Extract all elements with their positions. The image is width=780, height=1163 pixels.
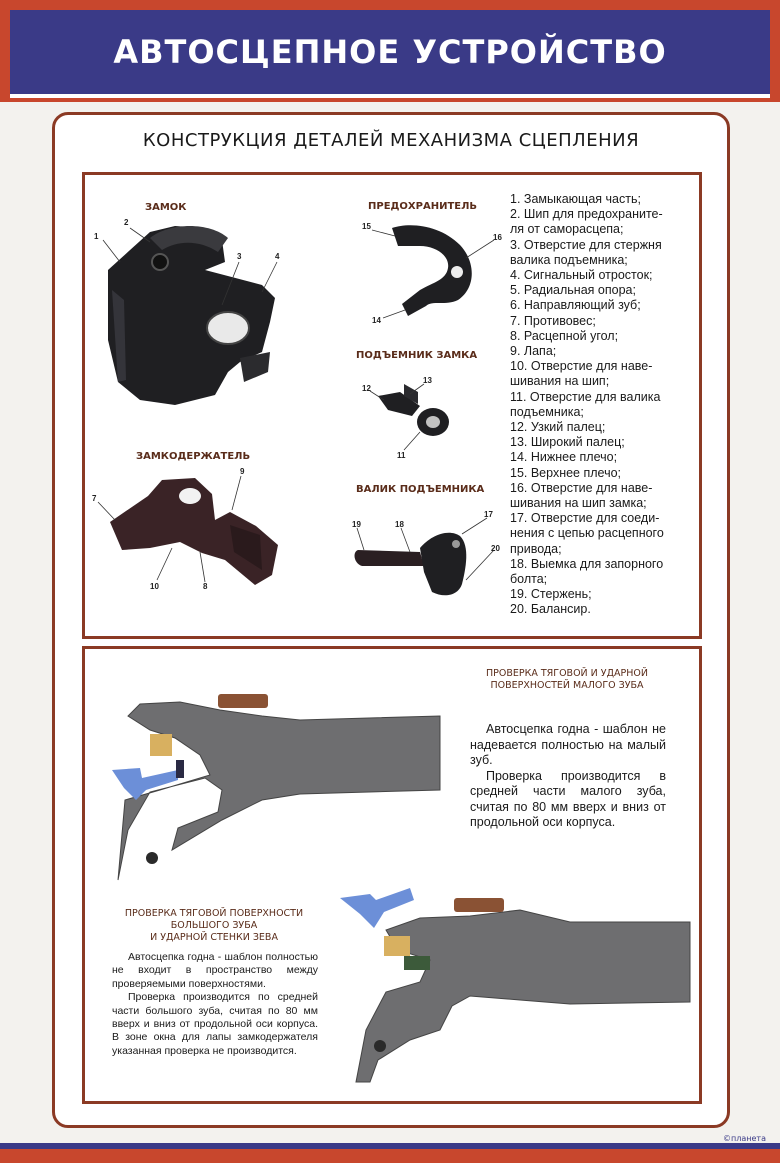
- legend-item: 13. Широкий палец;: [510, 435, 625, 450]
- callout-8: 8: [203, 582, 208, 591]
- section-subtitle: КОНСТРУКЦИЯ ДЕТАЛЕЙ МЕХАНИЗМА СЦЕПЛЕНИЯ: [142, 130, 640, 151]
- large-tooth-text: [112, 951, 318, 1058]
- callout-4: 4: [275, 252, 280, 261]
- bottom-band: [0, 1143, 780, 1163]
- legend-item: 9. Лапа;: [510, 344, 557, 359]
- callout-20: 20: [491, 544, 500, 553]
- large-tooth-heading-line: БОЛЬШОГО ЗУБА: [170, 920, 258, 931]
- callout-15: 15: [362, 222, 371, 231]
- callout-12: 12: [362, 384, 371, 393]
- callout-3: 3: [237, 252, 242, 261]
- small-tooth-text: [470, 722, 666, 831]
- small-tooth-heading: [472, 668, 662, 692]
- label-lock: ЗАМОК: [145, 202, 187, 213]
- legend-item: 1. Замыкающая часть;: [510, 192, 641, 206]
- callout-17: 17: [484, 510, 493, 519]
- small-tooth-coupler: [112, 694, 440, 880]
- small-tooth-heading-line: ПРОВЕРКА ТЯГОВОЙ И УДАРНОЙ: [486, 668, 648, 679]
- legend-item: 15. Верхнее плечо;: [510, 465, 622, 480]
- label-fuse: ПРЕДОХРАНИТЕЛЬ: [368, 201, 478, 212]
- legend-item: шивания на шип замка;: [510, 496, 647, 511]
- legend-item: валика подъемника;: [510, 252, 628, 267]
- legend-item: 3. Отверстие для стержня: [510, 237, 662, 252]
- callout-9: 9: [240, 467, 245, 476]
- large-tooth-heading: [108, 908, 320, 944]
- legend-item: 16. Отверстие для наве-: [510, 480, 653, 495]
- legend-item: 7. Противовес;: [510, 313, 596, 328]
- callout-7: 7: [92, 494, 97, 503]
- small-tooth-heading-line: ПОВЕРХНОСТЕЙ МАЛОГО ЗУБА: [490, 680, 644, 691]
- callout-18: 18: [395, 520, 404, 529]
- large-tooth-para: Проверка производится по средней части большого зуба, считая по 80 мм вверх и вниз от продольной оси корпуса. В зоне окна для лапы замкодержателя указанная проверка не производится.: [112, 991, 318, 1057]
- callout-14: 14: [372, 316, 381, 325]
- large-tooth-para: Автосцепка годна - шаблон полностью не входит в пространство между проверяемыми поверхностями.: [112, 951, 318, 990]
- legend-item: 18. Выемка для запорного: [510, 556, 664, 571]
- legend-item: 19. Стержень;: [510, 587, 592, 602]
- callout-13: 13: [423, 376, 432, 385]
- legend-item: 11. Отверстие для валика: [510, 389, 661, 404]
- callout-10: 10: [150, 582, 159, 591]
- callout-11: 11: [397, 451, 406, 460]
- legend-item: подъемника;: [510, 404, 584, 419]
- small-tooth-para: Проверка производится в средней части малого зуба, считая по 80 мм вверх и вниз от продольной оси корпуса.: [470, 768, 666, 829]
- legend-item: 14. Нижнее плечо;: [510, 450, 618, 465]
- legend-item: 17. Отверстие для соеди-: [510, 511, 660, 526]
- legend-item: 8. Расцепной угол;: [510, 328, 619, 343]
- callout-16: 16: [493, 233, 502, 242]
- callout-2: 2: [124, 218, 129, 227]
- label-lifter-roller: ВАЛИК ПОДЪЕМНИКА: [356, 484, 485, 495]
- legend-item: 6. Направляющий зуб;: [510, 298, 641, 313]
- legend-item: 2. Шип для предохраните-: [510, 207, 663, 222]
- legend-item: 4. Сигнальный отросток;: [510, 268, 653, 283]
- callout-19: 19: [352, 520, 361, 529]
- callout-1: 1: [94, 232, 99, 241]
- label-lock-holder: ЗАМКОДЕРЖАТЕЛЬ: [136, 451, 251, 462]
- publisher-logo: ©планета: [723, 1134, 766, 1143]
- legend-item: 20. Балансир.: [510, 602, 591, 617]
- legend-item: нения с цепью расцепного: [510, 526, 664, 541]
- small-tooth-para: Автосцепка годна - шаблон не надевается полностью на малый зуб.: [470, 722, 666, 767]
- legend-item: 10. Отверстие для наве-: [510, 359, 653, 374]
- legend-item: 5. Радиальная опора;: [510, 283, 636, 298]
- large-tooth-heading-line: ПРОВЕРКА ТЯГОВОЙ ПОВЕРХНОСТИ: [124, 908, 304, 919]
- large-tooth-heading-line: И УДАРНОЙ СТЕНКИ ЗЕВА: [150, 932, 278, 943]
- page-title: АВТОСЦЕПНОЕ УСТРОЙСТВО: [113, 33, 667, 71]
- legend-item: привода;: [510, 541, 562, 556]
- legend-item: болта;: [510, 572, 548, 587]
- label-lock-lifter: ПОДЪЕМНИК ЗАМКА: [356, 350, 478, 361]
- legend-item: ля от саморасцепа;: [510, 222, 624, 237]
- large-tooth-coupler: [340, 888, 690, 1082]
- legend-item: шивания на шип;: [510, 374, 610, 389]
- legend-item: 12. Узкий палец;: [510, 420, 606, 435]
